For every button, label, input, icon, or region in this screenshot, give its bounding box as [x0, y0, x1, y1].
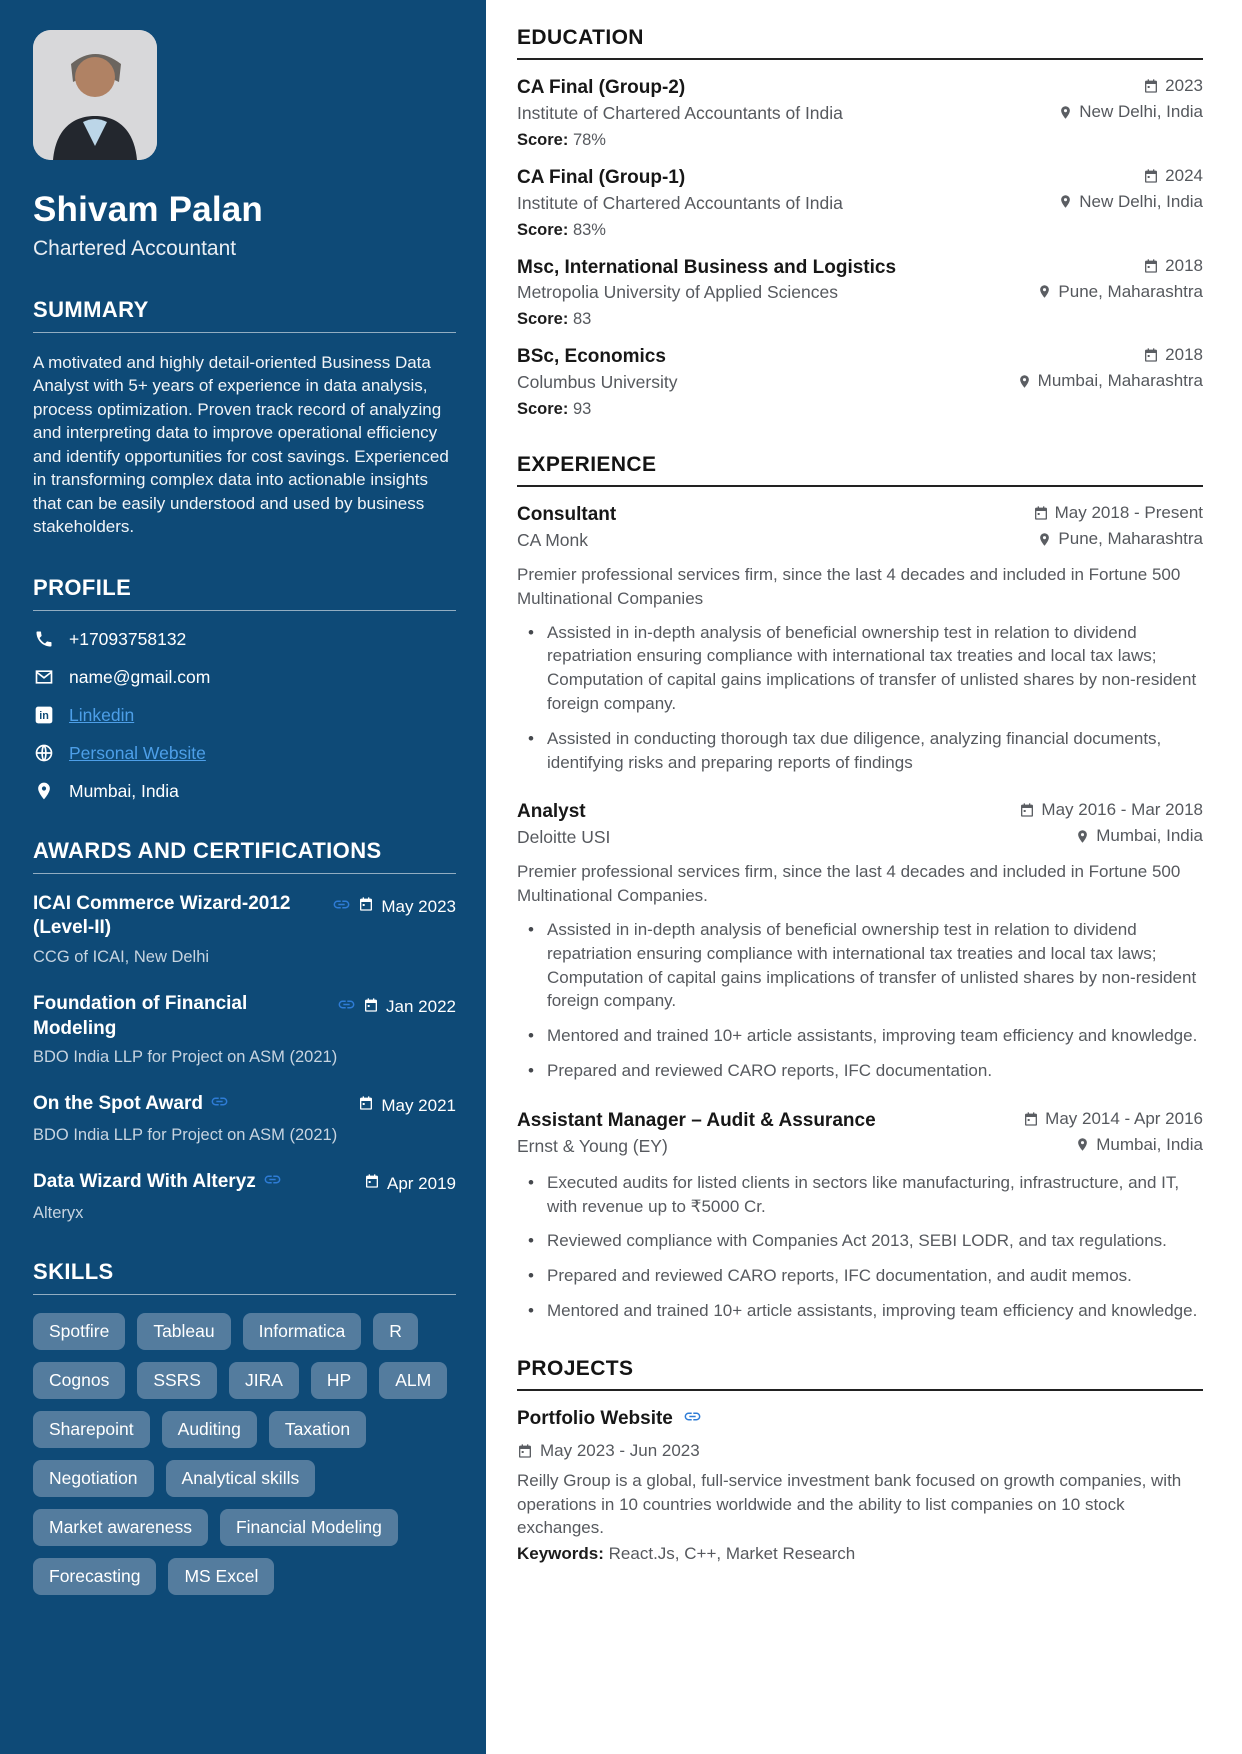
education-entry [517, 166, 1203, 240]
link-icon[interactable] [210, 1095, 229, 1116]
linkedin-link[interactable]: Linkedin [69, 704, 135, 725]
skill-chip: SSRS [137, 1362, 217, 1399]
location-icon [1037, 284, 1052, 299]
location-icon [1058, 194, 1073, 209]
profile-email-row [33, 667, 456, 688]
location-icon [1037, 532, 1052, 547]
skill-chip: Informatica [243, 1313, 362, 1350]
bullet: • Reviewed compliance with Companies Act 2013, SEBI LODR, and tax regulations. [547, 1229, 1203, 1253]
linkedin-icon [33, 705, 54, 726]
job-bullets [517, 621, 1203, 775]
experience-heading: EXPERIENCE [517, 453, 1203, 487]
skill-chip: Market awareness [33, 1509, 208, 1546]
education-entry [517, 76, 1203, 150]
company: CA Monk [517, 529, 588, 550]
company: Deloitte USI [517, 827, 611, 848]
email-icon [33, 667, 54, 688]
school: Institute of Chartered Accountants of India [517, 102, 843, 123]
education-year: 2023 [1165, 76, 1203, 95]
projects-heading: PROJECTS [517, 1357, 1203, 1391]
score-value: 83% [572, 220, 606, 239]
school: Institute of Chartered Accountants of India [517, 192, 843, 213]
calendar-icon [1019, 802, 1035, 818]
bullet: • Prepared and reviewed CARO reports, IFC documentation, and audit memos. [547, 1264, 1203, 1288]
degree: BSc, Economics [517, 346, 666, 368]
calendar-icon [364, 1173, 380, 1194]
person-name: Shivam Palan [33, 190, 264, 229]
experience-entry [517, 503, 1203, 774]
education-location: Mumbai, Maharashtra [1037, 371, 1203, 391]
skill-chip: MS Excel [168, 1558, 274, 1595]
project-description: Reilly Group is a global, full-service investment bank focused on growth companies, with operations in 10 countries worldwide and the ability to list companies on 10 stock exchanges. [517, 1470, 1182, 1538]
score-label: Score: [517, 220, 569, 239]
profile-location-row [33, 781, 456, 802]
profile-phone-row [33, 629, 456, 650]
experience-section [517, 453, 1203, 1323]
education-section [517, 26, 1203, 419]
skill-chip: Analytical skills [166, 1460, 316, 1497]
projects-section [517, 1357, 1203, 1564]
avatar [33, 30, 157, 160]
calendar-icon [1143, 347, 1159, 363]
skills-list [33, 1313, 456, 1595]
experience-entry [517, 1109, 1203, 1323]
calendar-icon [358, 896, 374, 917]
skill-chip: Sharepoint [33, 1411, 150, 1448]
summary-heading: SUMMARY [33, 297, 456, 333]
location-icon [1058, 105, 1073, 120]
project-title: Portfolio Website [517, 1407, 673, 1429]
bullet: • Prepared and reviewed CARO reports, IFC documentation. [547, 1059, 1203, 1083]
skill-chip: Auditing [162, 1411, 257, 1448]
award-item [33, 1092, 456, 1145]
job-location: Mumbai, India [1096, 826, 1203, 846]
bullet: • Assisted in in-depth analysis of beneficial ownership test in relation to dividend repatriation ensuring compliance with international tax treaties and local tax laws; Computation of capital gains implications of transfer of unlisted shares by non-resident foreign company. [547, 918, 1203, 1013]
education-location: New Delhi, India [1079, 191, 1203, 211]
calendar-icon [358, 1095, 374, 1116]
phone-number: +17093758132 [69, 628, 187, 649]
personal-website-link[interactable]: Personal Website [69, 742, 206, 763]
link-icon[interactable] [683, 1407, 702, 1431]
location-icon [33, 781, 54, 802]
bullet: • Executed audits for listed clients in sectors like manufacturing, infrastructure, and IT, with revenue up to ₹5000 Cr. [547, 1171, 1203, 1219]
skill-chip: Financial Modeling [220, 1509, 398, 1546]
job-location: Mumbai, India [1096, 1134, 1203, 1154]
award-item [33, 892, 456, 967]
job-bullets [517, 918, 1203, 1083]
job-dates: May 2016 - Mar 2018 [1041, 800, 1203, 820]
bullet: • Assisted in in-depth analysis of beneficial ownership test in relation to dividend repatriation ensuring compliance with international tax treaties and local tax laws; Computation of capital gains implications of transfer of unlisted shares by non-resident foreign company. [547, 621, 1203, 716]
skill-chip: JIRA [229, 1362, 299, 1399]
award-date: Apr 2019 [387, 1173, 456, 1193]
score-value: 93 [572, 400, 592, 418]
bullet: • Assisted in conducting thorough tax due diligence, analyzing financial documents, identifying risks and preparing reports of findings [547, 727, 1203, 775]
company: Ernst & Young (EY) [517, 1135, 668, 1156]
bullet: • Mentored and trained 10+ article assistants, improving team efficiency and knowledge. [547, 1299, 1203, 1323]
calendar-icon [1143, 258, 1159, 274]
sidebar [0, 0, 486, 1754]
job-title: Consultant [517, 504, 617, 525]
job-title: Analyst [517, 801, 586, 823]
keywords-label: Keywords: [517, 1544, 604, 1564]
skill-chip: HP [311, 1362, 367, 1399]
award-date: Jan 2022 [386, 997, 456, 1016]
award-subtitle: BDO India LLP for Project on ASM (2021) [33, 1048, 338, 1067]
link-icon[interactable] [263, 1173, 282, 1194]
skill-chip: R [373, 1313, 418, 1350]
skill-chip: Negotiation [33, 1460, 154, 1497]
calendar-icon [517, 1443, 533, 1459]
project-dates: May 2023 - Jun 2023 [540, 1440, 700, 1460]
education-entry [517, 345, 1203, 419]
education-year: 2018 [1165, 345, 1203, 365]
education-location: New Delhi, India [1079, 102, 1203, 121]
profile-linkedin-row [33, 705, 456, 726]
score-label: Score: [517, 130, 569, 149]
job-bullets [517, 1171, 1203, 1323]
bullet: • Mentored and trained 10+ article assistants, improving team efficiency and knowledge. [547, 1024, 1203, 1048]
school: Columbus University [517, 372, 678, 392]
degree: CA Final (Group-2) [517, 77, 686, 98]
award-item [33, 992, 456, 1067]
degree: CA Final (Group-1) [517, 166, 686, 188]
degree: Msc, International Business and Logistics [517, 256, 897, 278]
calendar-icon [1143, 78, 1159, 94]
skill-chip: Forecasting [33, 1558, 156, 1595]
experience-entry [517, 800, 1203, 1082]
job-description: Premier professional services firm, since the last 4 decades and included in Fortune 500 Multinational Companies. [517, 862, 1181, 906]
education-heading: EDUCATION [517, 26, 1203, 60]
award-title: ICAI Commerce Wizard-2012 (Level-II) [33, 892, 291, 939]
education-year: 2024 [1165, 165, 1203, 185]
awards-heading: AWARDS AND CERTIFICATIONS [33, 838, 456, 874]
score-value: 83 [572, 310, 592, 329]
skill-chip: Taxation [269, 1411, 366, 1448]
email-address: name@gmail.com [69, 666, 211, 687]
skills-heading: SKILLS [33, 1259, 456, 1295]
award-subtitle: Alteryx [33, 1203, 84, 1222]
globe-icon [33, 743, 54, 764]
award-title: Foundation of Financial Modeling [33, 993, 248, 1039]
location-icon [1017, 374, 1032, 389]
calendar-icon [1023, 1111, 1039, 1127]
calendar-icon [1143, 168, 1159, 184]
calendar-icon [1033, 505, 1049, 521]
job-dates: May 2018 - Present [1054, 503, 1203, 522]
score-label: Score: [517, 400, 569, 418]
link-icon[interactable] [337, 995, 356, 1019]
profile-website-row [33, 743, 456, 764]
keywords-value: React.Js, C++, Market Research [608, 1544, 856, 1564]
phone-icon [33, 629, 54, 650]
profile-heading: PROFILE [33, 575, 456, 611]
location-icon [1075, 829, 1090, 844]
skill-chip: Tableau [137, 1313, 230, 1350]
award-title: On the Spot Award [33, 1092, 229, 1119]
award-title: Data Wizard With Alteryz [33, 1170, 282, 1197]
award-date: May 2023 [381, 896, 456, 916]
svg-text:in: in [38, 710, 49, 723]
award-date: May 2021 [381, 1095, 456, 1115]
summary-text: A motivated and highly detail-oriented Business Data Analyst with 5+ years of experience in data analysis, process optimization. Proven track record of analyzing and interpreting data to improve operational efficiency and identify opportunities for cost savings. Experienced in transforming complex data into actionable insights that can be easily understood and used by business stakeholders. [33, 353, 449, 537]
person-title: Chartered Accountant [33, 237, 237, 260]
score-value: 78% [572, 130, 606, 149]
score-label: Score: [517, 310, 569, 329]
link-icon[interactable] [332, 895, 351, 919]
skill-chip: Spotfire [33, 1313, 125, 1350]
calendar-icon [363, 997, 379, 1018]
job-location: Pune, Maharashtra [1058, 529, 1203, 548]
job-description: Premier professional services firm, since the last 4 decades and included in Fortune 500 Multinational Companies [517, 565, 1181, 608]
education-location: Pune, Maharashtra [1058, 281, 1203, 301]
skill-chip: Cognos [33, 1362, 125, 1399]
school: Metropolia University of Applied Sciences [517, 282, 838, 303]
job-title: Assistant Manager – Audit & Assurance [517, 1109, 876, 1131]
education-entry [517, 256, 1203, 330]
project-entry [517, 1407, 1203, 1564]
award-subtitle: CCG of ICAI, New Delhi [33, 948, 210, 966]
award-subtitle: BDO India LLP for Project on ASM (2021) [33, 1126, 338, 1145]
main-content [486, 0, 1242, 1754]
job-dates: May 2014 - Apr 2016 [1045, 1108, 1203, 1128]
location-text: Mumbai, India [69, 780, 179, 801]
education-year: 2018 [1165, 255, 1203, 275]
profile-photo [33, 30, 157, 160]
award-item [33, 1170, 456, 1223]
skill-chip: ALM [379, 1362, 447, 1399]
location-icon [1075, 1137, 1090, 1152]
